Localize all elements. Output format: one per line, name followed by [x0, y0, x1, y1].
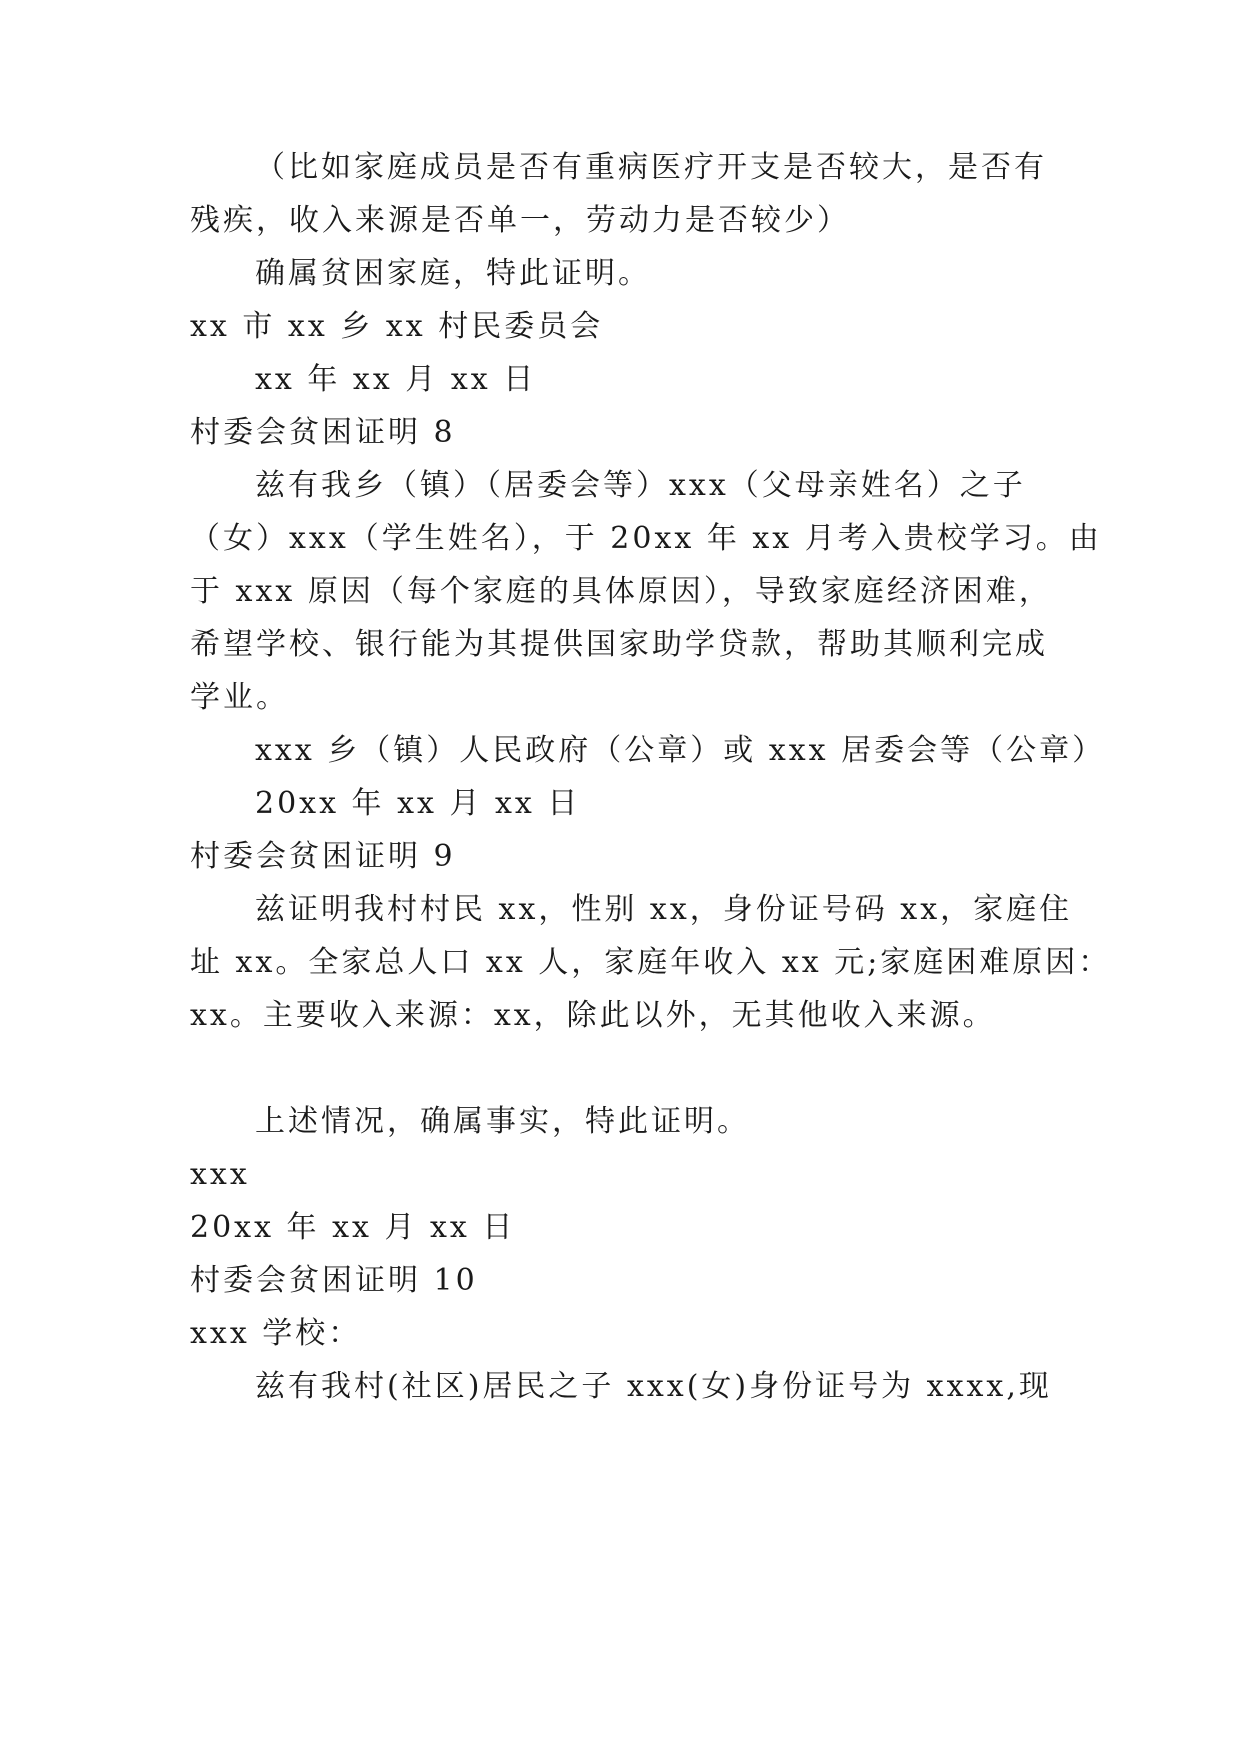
- signature-line: xxx: [190, 1157, 250, 1192]
- paragraph-line: 确属贫困家庭，特此证明。: [255, 256, 651, 291]
- paragraph-line: 残疾，收入来源是否单一，劳动力是否较少）: [190, 203, 850, 238]
- date-line: xx 年 xx 月 xx 日: [255, 362, 537, 397]
- paragraph-line: （比如家庭成员是否有重病医疗开支是否较大，是否有: [255, 150, 1047, 185]
- paragraph-line: 学业。: [190, 680, 289, 715]
- paragraph-line: 址 xx。全家总人口 xx 人，家庭年收入 xx 元;家庭困难原因：: [190, 945, 1112, 980]
- date-line: 20xx 年 xx 月 xx 日: [190, 1210, 516, 1245]
- paragraph-line: xx。主要收入来源：xx，除此以外，无其他收入来源。: [190, 998, 996, 1033]
- paragraph-line: 于 xxx 原因（每个家庭的具体原因），导致家庭经济困难，: [190, 574, 1052, 609]
- paragraph-line: 兹证明我村村民 xx，性别 xx，身份证号码 xx，家庭住: [255, 892, 1073, 927]
- paragraph-line: 上述情况，确属事实，特此证明。: [255, 1104, 750, 1139]
- date-line: 20xx 年 xx 月 xx 日: [255, 786, 581, 821]
- paragraph-line: （女）xxx（学生姓名），于 20xx 年 xx 月考入贵校学习。由: [190, 521, 1102, 556]
- signature-line: xx 市 xx 乡 xx 村民委员会: [190, 309, 604, 344]
- paragraph-line: 希望学校、银行能为其提供国家助学贷款，帮助其顺利完成: [190, 627, 1048, 662]
- salutation-line: xxx 学校：: [190, 1316, 362, 1351]
- section-heading: 村委会贫困证明 9: [190, 839, 456, 874]
- section-heading: 村委会贫困证明 8: [190, 415, 456, 450]
- signature-line: xxx 乡（镇）人民政府（公章）或 xxx 居委会等（公章）: [255, 733, 1106, 768]
- paragraph-line: 兹有我乡（镇）（居委会等）xxx（父母亲姓名）之子: [255, 468, 1026, 503]
- paragraph-line: 兹有我村(社区)居民之子 xxx(女)身份证号为 xxxx,现: [255, 1369, 1052, 1404]
- section-heading: 村委会贫困证明 10: [190, 1263, 478, 1298]
